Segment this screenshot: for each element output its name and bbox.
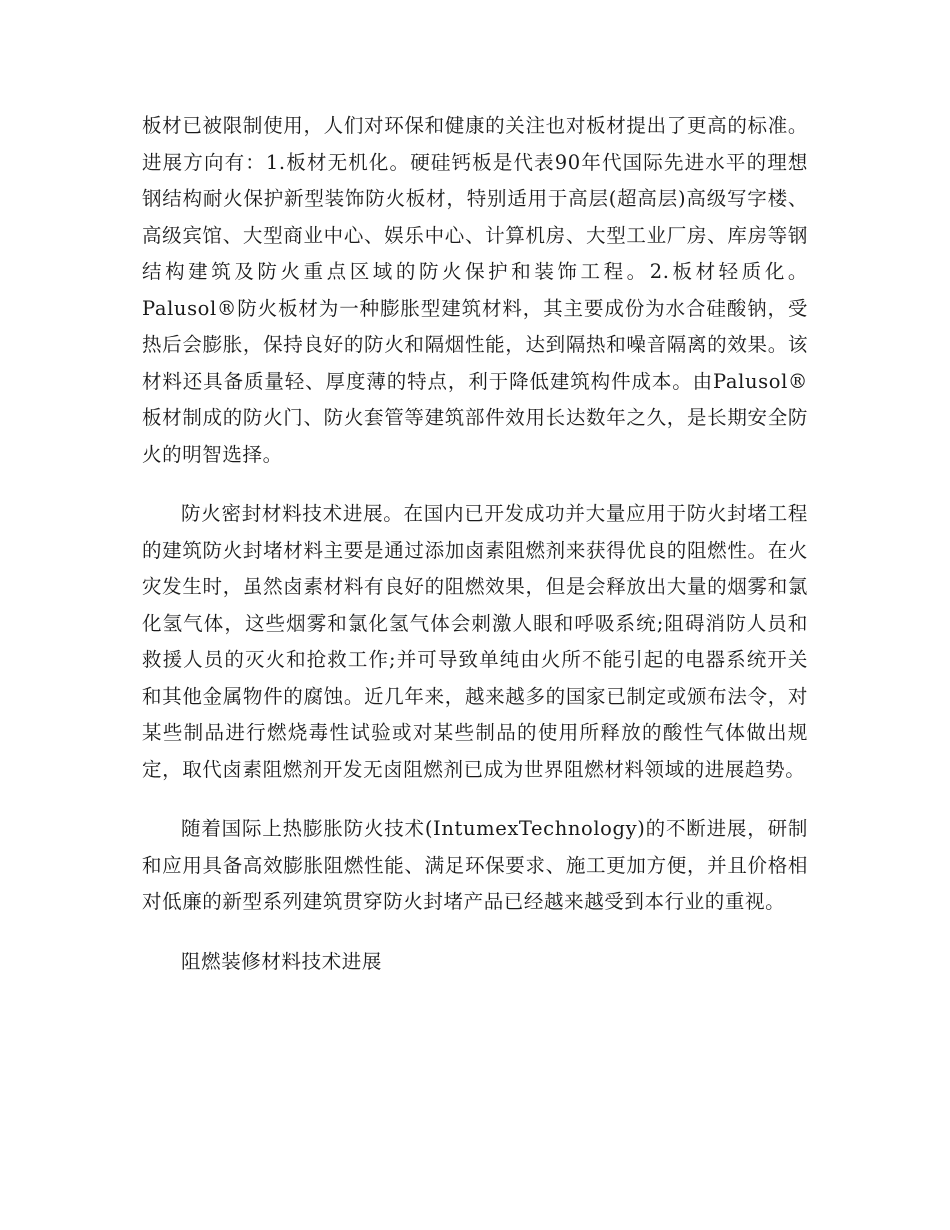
paragraph-board-materials: 板材已被限制使用，人们对环保和健康的关注也对板材提出了更高的标准。进展方向有：1.板材无机化。硬硅钙板是代表90年代国际先进水平的理想钢结构耐火保护新型装饰防火板材，特别适用于高层(超高层)高级写字楼、高级宾馆、大型商业中心、娱乐中心、计算机房、大型工业厂房、库房等钢结构建筑及防火重点区域的防火保护和装饰工程。2.板材轻质化。Palusol®防火板材为一种膨胀型建筑材料，其主要成份为水合硅酸钠，受热后会膨胀，保持良好的防火和隔烟性能，达到隔热和噪音隔离的效果。该材料还具备质量轻、厚度薄的特点，利于降低建筑构件成本。由Palusol®板材制成的防火门、防火套管等建筑部件效用长达数年之久，是长期安全防火的明智选择。 <box>142 114 808 466</box>
paragraph-intumescent-technology: 随着国际上热膨胀防火技术(IntumexTechnology)的不断进展，研制和应用具备高效膨胀阻燃性能、满足环保要求、施工更加方便，并且价格相对低廉的新型系列建筑贯穿防火封堵产品已经越来越受到本行业的重视。 <box>142 817 808 913</box>
section-heading-decoration-materials: 阻燃装修材料技术进展 <box>181 949 383 973</box>
document-body <box>142 108 808 1003</box>
paragraph-sealing-materials: 防火密封材料技术进展。在国内已开发成功并大量应用于防火封堵工程的建筑防火封堵材料主要是通过添加卤素阻燃剂来获得优良的阻燃性。在火灾发生时，虽然卤素材料有良好的阻燃效果，但是会释放出大量的烟雾和氯化氢气体，这些烟雾和氯化氢气体会刺激人眼和呼吸系统;阻碍消防人员和救援人员的灭火和抢救工作;并可导致单纯由火所不能引起的电器系统开关和其他金属物件的腐蚀。近几年来，越来越多的国家已制定或颁布法令，对某些制品进行燃烧毒性试验或对某些制品的使用所释放的酸性气体做出规定，取代卤素阻燃剂开发无卤阻燃剂已成为世界阻燃材料领域的进展趋势。 <box>142 502 808 781</box>
